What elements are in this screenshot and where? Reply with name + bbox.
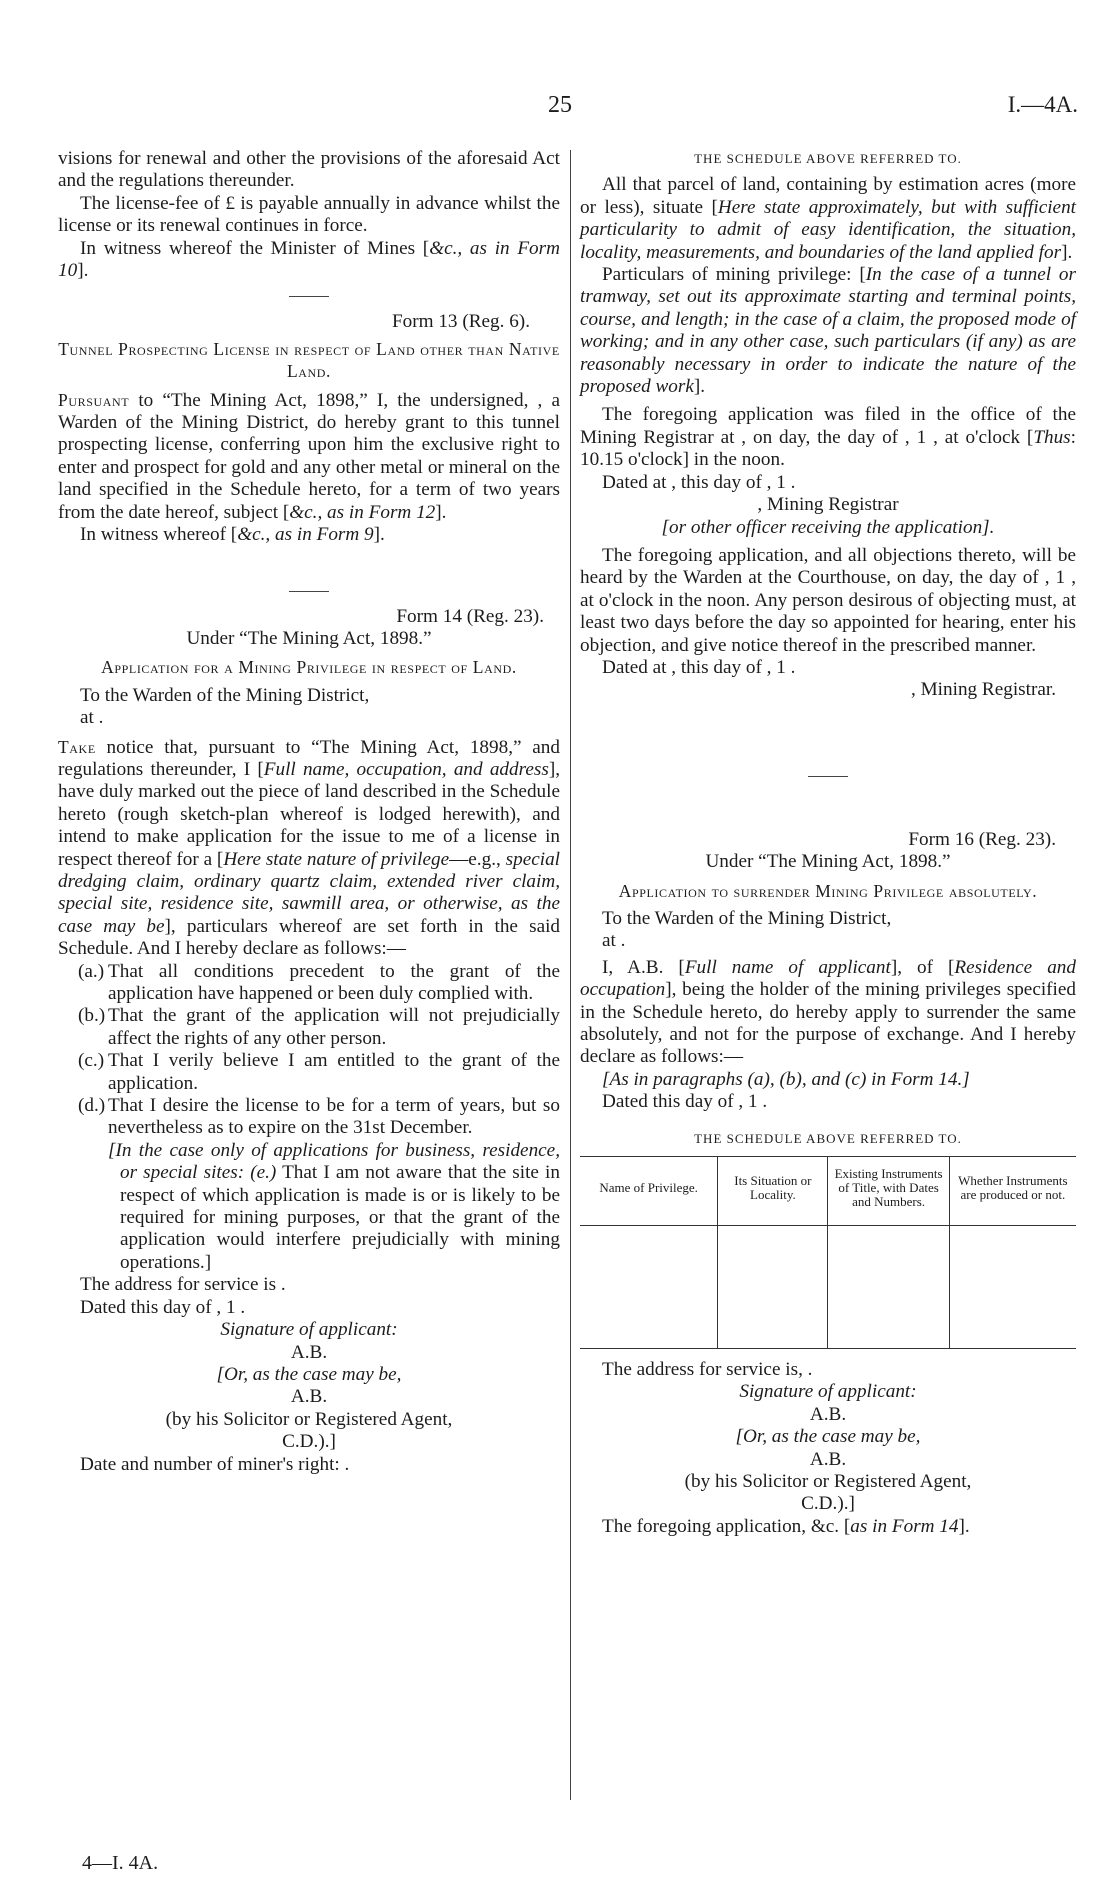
form16-label: Form 16 (Reg. 23). — [908, 828, 1056, 850]
table-header: Its Situation or Locality. — [718, 1157, 828, 1226]
form14-under: Under “The Mining Act, 1898.” — [186, 627, 432, 649]
form16-address: The address for service is, . — [602, 1359, 813, 1381]
table-cell — [949, 1226, 1076, 1349]
schedule-parcel-paragraph: All that parcel of land, containing by estimation acres (more or less), situate [Here state approximately, but with sufficient particularity to admit of easy identification, the situation, locality, measurements, and boundaries of the land applied for]. — [580, 174, 1077, 263]
form16-signature-label: Signature of applicant: — [739, 1381, 917, 1403]
form16-solicitor: (by his Solicitor or Registered Agent, — [684, 1471, 972, 1493]
registrar-note: [or other officer receiving the application]. — [661, 516, 995, 538]
table-row — [580, 1226, 1076, 1349]
form16-at-line: at . — [602, 930, 626, 952]
registrar-signature: , Mining Registrar — [757, 494, 899, 516]
section-rule — [808, 776, 848, 777]
table-header: Whether Instruments are produced or not. — [949, 1157, 1076, 1226]
form14-at-line: at . — [80, 707, 104, 729]
section-rule — [289, 591, 329, 592]
form14-agent-name: C.D.).] — [282, 1431, 336, 1453]
witness-paragraph: In witness whereof the Minister of Mines [&c., as in Form 10]. — [58, 237, 560, 282]
signature-mark: 4—I. 4A. — [82, 1852, 159, 1874]
form14-body: Take notice that, pursuant to “The Mining Act, 1898,” and regulations thereunder, I [Full name, occupation, and address], have duly marked out the piece of land described in the Schedule hereto (rough sketch-plan whereof is lodged herewith), and intend to make application for the issue to me of a license in respect thereof for a [Here state nature of privilege—e.g., special dredging claim, ordinary quartz claim, extended river claim, special site, residence site, sawmill area, or otherwise, as the case may be], particulars whereof are set forth in the said Schedule. And I hereby declare as follows:— — [58, 736, 561, 960]
declaration-item: (a.) That all conditions precedent to the grant of the application have happened or been duly complied with. — [78, 960, 560, 1004]
form16-title: Application to surrender Mining Privilege absolutely. — [618, 880, 1038, 901]
form14-signature-name: A.B. — [290, 1341, 328, 1363]
schedule-table — [580, 1156, 1076, 1349]
filing-dated: Dated at , this day of , 1 . — [602, 471, 796, 493]
declaration-item: (c.) That I verily believe I am entitled to the grant of the application. — [78, 1050, 560, 1094]
table-cell — [718, 1226, 828, 1349]
form14-signature-name-2: A.B. — [290, 1386, 328, 1408]
form13-witness: In witness whereof [&c., as in Form 9]. — [80, 524, 385, 546]
form16-agent-name: C.D.).] — [801, 1493, 855, 1515]
form14-to-line: To the Warden of the Mining District, — [80, 684, 370, 706]
filing-paragraph: The foregoing application was filed in the office of the Mining Registrar at , on day, the day of , 1 , at o'clock [Thus: 10.15 o'clock] in the noon. — [580, 404, 1076, 471]
page-number: 25 — [548, 92, 572, 118]
column-divider — [570, 150, 571, 1800]
form16-dated: Dated this day of , 1 . — [602, 1091, 768, 1113]
document-reference: I.—4A. — [1007, 92, 1078, 117]
form13-body: Pursuant to “The Mining Act, 1898,” I, the undersigned, , a Warden of the Mining District, do hereby grant to this tunnel prospecting license, conferring upon him the exclusive right to enter and prospect for gold and any other metal or mineral on the land specified in the Schedule hereto, for a term of two years from the date hereof, subject [&c., as in Form 12]. — [58, 389, 560, 523]
form16-as-in: [As in paragraphs (a), (b), and (c) in Form 14.] — [602, 1068, 970, 1090]
hearing-paragraph: The foregoing application, and all objections thereto, will be heard by the Warden at the Courthouse, on day, the day of , 1 , at o'clock in the noon. Any person desirous of objecting must, at least two days before the day so appointed for hearing, enter his objection, and give notice thereof in the prescribed manner. — [580, 544, 1076, 656]
declaration-item: (b.) That the grant of the application will not prejudicially affect the rights of any other person. — [78, 1005, 560, 1049]
form16-signature-name-2: A.B. — [809, 1448, 847, 1470]
form16-signature-alt: [Or, as the case may be, — [735, 1426, 921, 1448]
table-cell — [828, 1226, 949, 1349]
form14-signature-label: Signature of applicant: — [220, 1319, 398, 1341]
section-rule — [289, 296, 329, 297]
form14-business-note: [In the case only of applications for business, residence, or special sites: (e.) That I am not aware that the site in respect of which application is made is or is likely to be required for mining purposes, or that the grant of the application would interfere prejudicially with mining operations.] — [108, 1139, 560, 1273]
form14-solicitor: (by his Solicitor or Registered Agent, — [165, 1408, 453, 1430]
hearing-dated: Dated at , this day of , 1 . — [602, 656, 796, 678]
declaration-item: (d.) That I desire the license to be for a term of years, but so nevertheless as to expire on the 31st December. — [78, 1095, 560, 1139]
form14-title: Application for a Mining Privilege in respect of Land. — [101, 657, 517, 678]
table-header: Name of Privilege. — [580, 1157, 718, 1226]
form16-under: Under “The Mining Act, 1898.” — [705, 851, 951, 873]
license-fee-paragraph: The license-fee of £ is payable annually in advance whilst the license or its renewal continues in force. — [58, 192, 560, 237]
form16-body: I, A.B. [Full name of applicant], of [Residence and occupation], being the holder of the mining privileges specified in the Schedule hereto, do hereby apply to surrender the same absolutely, and not for the purpose of exchange. And I hereby declare as follows:— — [580, 956, 1076, 1068]
form14-label: Form 14 (Reg. 23). — [396, 605, 544, 627]
schedule-particulars-paragraph: Particulars of mining privilege: [In the case of a tunnel or tramway, set out its approximate starting and terminal points, course, and length; in the case of a claim, the proposed mode of working; and in any other case, such particulars (if any) as are reasonably necessary in order to indicate the nature of the proposed work]. — [580, 264, 1076, 398]
form13-title: Tunnel Prospecting License in respect of Land other than Native Land. — [58, 338, 560, 382]
form14-dated: Dated this day of , 1 . — [80, 1296, 246, 1318]
form13-label: Form 13 (Reg. 6). — [391, 311, 530, 333]
table-cell — [580, 1226, 718, 1349]
form14-miners-right: Date and number of miner's right: . — [80, 1453, 350, 1475]
form14-address: The address for service is . — [80, 1274, 286, 1296]
form16-schedule-heading: THE SCHEDULE ABOVE REFERRED TO. — [694, 1130, 962, 1146]
form14-signature-alt: [Or, as the case may be, — [216, 1363, 402, 1385]
continued-paragraph: visions for renewal and other the provisions of the aforesaid Act and the regulations thereunder. — [58, 148, 560, 192]
table-header: Existing Instruments of Title, with Dates and Numbers. — [828, 1157, 949, 1226]
form16-to-line: To the Warden of the Mining District, — [602, 907, 892, 929]
form16-foregoing: The foregoing application, &c. [as in Form 14]. — [602, 1515, 970, 1537]
schedule-heading: THE SCHEDULE ABOVE REFERRED TO. — [694, 151, 962, 166]
registrar-signature-2: , Mining Registrar. — [911, 679, 1056, 701]
form16-signature-name: A.B. — [809, 1403, 847, 1425]
right-column — [580, 148, 1076, 1538]
left-column — [58, 148, 560, 1476]
